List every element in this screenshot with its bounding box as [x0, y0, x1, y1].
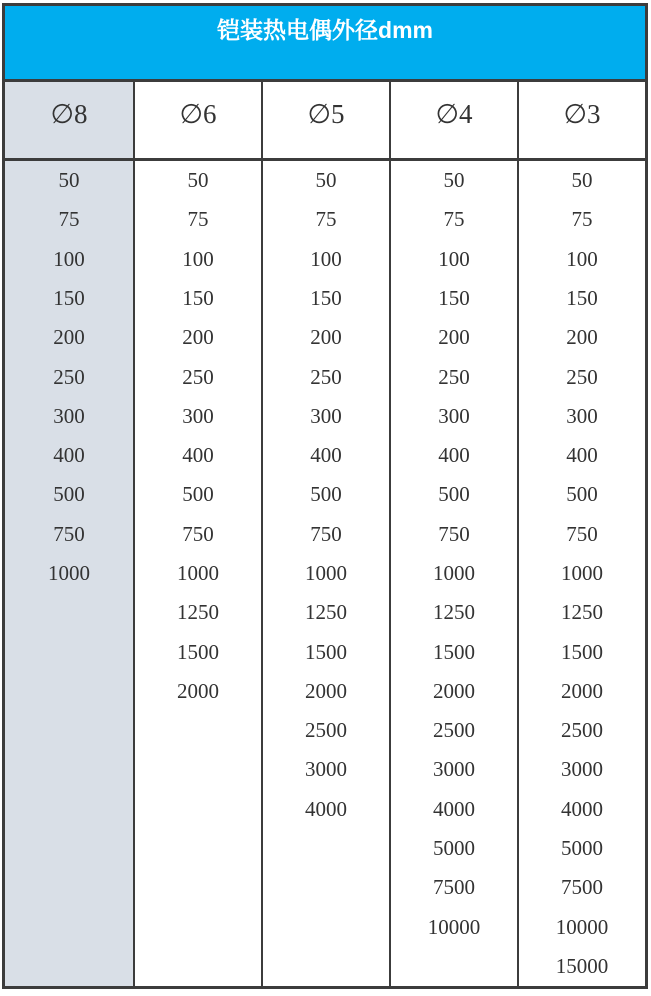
- table-cell: 4000: [305, 796, 347, 821]
- table-cell: 75: [315, 207, 337, 232]
- table-cell: 750: [566, 521, 598, 546]
- table-cell-empty: [5, 593, 133, 632]
- table-cell: 75: [571, 207, 593, 232]
- table-cell: 500: [438, 482, 470, 507]
- table-cell: 750: [53, 521, 85, 546]
- table-cell: 2000: [433, 678, 475, 703]
- table-cell: 1000: [48, 560, 90, 585]
- table-cell: 75: [58, 207, 80, 232]
- table-cell: 75: [187, 207, 209, 232]
- table-header-row: [5, 82, 645, 161]
- table-cell: 5000: [433, 835, 475, 860]
- table-cell-empty: [135, 947, 261, 986]
- table-cell: 1000: [561, 560, 603, 585]
- table-cell: 400: [438, 443, 470, 468]
- table-cell: 100: [566, 246, 598, 271]
- table-cell: 4000: [561, 796, 603, 821]
- table-cell: 250: [53, 364, 85, 389]
- table-cell: 150: [310, 285, 342, 310]
- table-cell-empty: [135, 790, 261, 829]
- table-cell: 7500: [561, 875, 603, 900]
- table-cell: 1000: [177, 560, 219, 585]
- table-cell-empty: [135, 711, 261, 750]
- table-cell: 10000: [427, 914, 481, 939]
- table-cell: 2500: [433, 718, 475, 743]
- table-cell: 5000: [561, 835, 603, 860]
- table-cell: 100: [53, 246, 85, 271]
- table-cell: 250: [182, 364, 214, 389]
- table-cell: 250: [566, 364, 598, 389]
- table-cell: 250: [310, 364, 342, 389]
- table-cell-empty: [263, 829, 389, 868]
- table-cell: 1000: [433, 560, 475, 585]
- table-cell: 500: [53, 482, 85, 507]
- table-cell: 50: [443, 168, 465, 193]
- table-cell: 150: [566, 285, 598, 310]
- table-cell: 200: [182, 325, 214, 350]
- table-column: [133, 161, 261, 986]
- table-cell: 100: [182, 246, 214, 271]
- table-cell: 50: [315, 168, 337, 193]
- table-cell: 750: [310, 521, 342, 546]
- table-cell-empty: [5, 632, 133, 671]
- table-cell: 100: [310, 246, 342, 271]
- table-cell: 400: [566, 443, 598, 468]
- table-cell-empty: [5, 672, 133, 711]
- column-header: ∅4: [389, 82, 517, 158]
- table-cell: 1250: [433, 600, 475, 625]
- table-cell: 150: [53, 285, 85, 310]
- table-cell: 200: [566, 325, 598, 350]
- table-cell: 50: [187, 168, 209, 193]
- table-cell: 1250: [561, 600, 603, 625]
- table-cell: 1500: [177, 639, 219, 664]
- table-cell: 10000: [555, 914, 609, 939]
- table-cell-empty: [5, 711, 133, 750]
- table-body: [5, 161, 645, 986]
- table-cell: 500: [182, 482, 214, 507]
- table-column: [517, 161, 645, 986]
- table-cell-empty: [5, 750, 133, 789]
- table-cell: 15000: [555, 953, 609, 978]
- table-cell: 250: [438, 364, 470, 389]
- table-cell-empty: [5, 868, 133, 907]
- table-cell: 400: [310, 443, 342, 468]
- column-header: ∅8: [5, 82, 133, 158]
- table-cell: 1250: [305, 600, 347, 625]
- table-cell: 3000: [305, 757, 347, 782]
- table-cell: 100: [438, 246, 470, 271]
- table-cell-empty: [263, 907, 389, 946]
- table-cell: 200: [438, 325, 470, 350]
- table-cell: 3000: [433, 757, 475, 782]
- table-cell-empty: [5, 947, 133, 986]
- table-cell: 3000: [561, 757, 603, 782]
- table-cell: 1500: [561, 639, 603, 664]
- table-column: [5, 161, 133, 986]
- table-cell: 50: [571, 168, 593, 193]
- table-cell: 150: [182, 285, 214, 310]
- table-cell: 1250: [177, 600, 219, 625]
- table-cell-empty: [135, 829, 261, 868]
- table-cell: 300: [438, 403, 470, 428]
- table-cell: 300: [53, 403, 85, 428]
- table-cell-empty: [263, 947, 389, 986]
- table-cell: 200: [310, 325, 342, 350]
- table-cell: 50: [58, 168, 80, 193]
- table-cell-empty: [391, 947, 517, 986]
- table-cell: 300: [566, 403, 598, 428]
- table-cell: 75: [443, 207, 465, 232]
- table-cell: 500: [310, 482, 342, 507]
- table-cell-empty: [135, 750, 261, 789]
- table-cell: 750: [182, 521, 214, 546]
- table-column: [389, 161, 517, 986]
- table-cell: 500: [566, 482, 598, 507]
- table-cell: 400: [53, 443, 85, 468]
- table-cell: 1500: [305, 639, 347, 664]
- table-cell: 2500: [305, 718, 347, 743]
- table-cell: 4000: [433, 796, 475, 821]
- table-cell: 750: [438, 521, 470, 546]
- table-title: 铠装热电偶外径dmm: [5, 6, 645, 82]
- column-header: ∅3: [517, 82, 645, 158]
- table-cell: 2500: [561, 718, 603, 743]
- table-cell-empty: [135, 868, 261, 907]
- column-header: ∅6: [133, 82, 261, 158]
- table-cell: 300: [182, 403, 214, 428]
- table-cell: 150: [438, 285, 470, 310]
- table-cell-empty: [5, 829, 133, 868]
- table-cell: 2000: [305, 678, 347, 703]
- table-cell: 200: [53, 325, 85, 350]
- table-cell: 2000: [177, 678, 219, 703]
- table-cell: 7500: [433, 875, 475, 900]
- table-cell: 300: [310, 403, 342, 428]
- column-header: ∅5: [261, 82, 389, 158]
- table-cell-empty: [135, 907, 261, 946]
- table-column: [261, 161, 389, 986]
- table-cell-empty: [263, 868, 389, 907]
- table-cell-empty: [5, 907, 133, 946]
- table-cell: 400: [182, 443, 214, 468]
- thermocouple-diameter-table: [2, 3, 648, 989]
- table-cell: 1000: [305, 560, 347, 585]
- table-cell: 2000: [561, 678, 603, 703]
- table-cell: 1500: [433, 639, 475, 664]
- table-cell-empty: [5, 790, 133, 829]
